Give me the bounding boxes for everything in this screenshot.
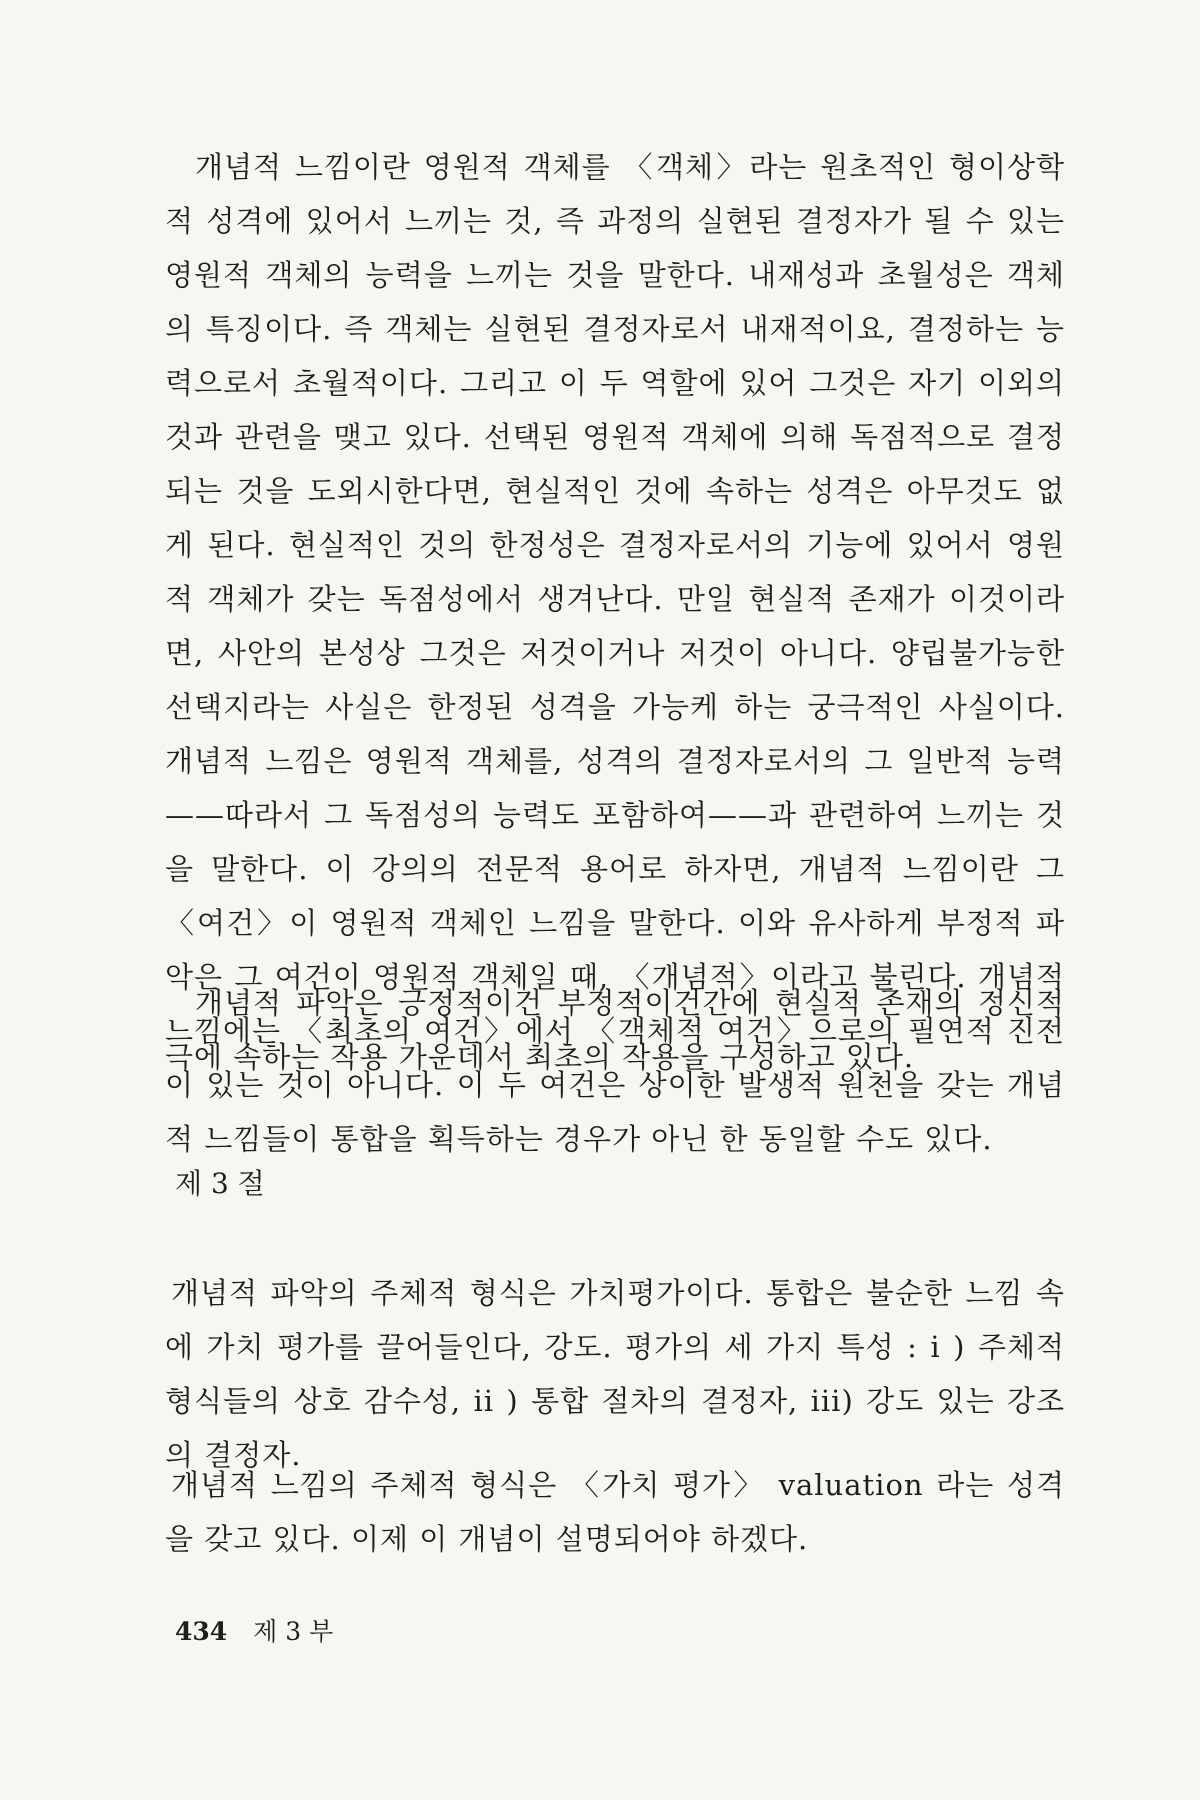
page-footer [175,1612,333,1648]
part-label: 제 3 부 [253,1617,334,1646]
section-heading: 제 3 절 [175,1167,265,1200]
page-number: 434 [175,1617,228,1646]
body-paragraph: 개념적 파악은 긍정적이건 부정적이건간에 현실적 존재의 정신적 극에 속하는 작용 가운데서 최초의 작용을 구성하고 있다. [165,986,1065,1074]
section-paragraph: 개념적 느낌의 주체적 형식은 〈가치 평가〉 valuation 라는 성격을 갖고 있다. 이제 이 개념이 설명되어야 하겠다. [165,1468,1065,1556]
body-paragraph: 개념적 느낌이란 영원적 객체를 〈객체〉라는 원초적인 형이상학적 성격에 있어서 느끼는 것, 즉 과정의 실현된 결정자가 될 수 있는 영원적 객체의 능력을 느끼는 것을 말한다. 내재성과 초월성은 객체의 특징이다. 즉 객체는 실현된 결정자로서 내재적이요, 결정하는 능력으로서 초월적이다. 그리고 이 두 역할에 있어 그것은 자기 이외의 것과 관련을 맺고 있다. 선택된 영원적 객체에 의해 독점적으로 결정되는 것을 도외시한다면, 현실적인 것에 속하는 성격은 아무것도 없게 된다. 현실적인 것의 한정성은 결정자로서의 기능에 있어서 영원적 객체가 갖는 독점성에서 생겨난다. 만일 현실적 존재가 이것이라면, 사안의 본성상 그것은 저것이거나 저것이 아니다. 양립불가능한 선택지라는 사실은 한정된 성격을 가능케 하는 궁극적인 사실이다. 개념적 느낌은 영원적 객체를, 성격의 결정자로서의 그 일반적 능력——따라서 그 독점성의 능력도 포함하여——과 관련하여 느끼는 것을 말한다. 이 강의의 전문적 용어로 하자면, 개념적 느낌이란 그 〈여건〉이 영원적 객체인 느낌을 말한다. 이와 유사하게 부정적 파악은 그 여건이 영원적 객체일 때, 〈개념적〉이라고 불린다. 개념적 느낌에는 〈최초의 여건〉에서 〈객체적 여건〉으로의 필연적 진전이 있는 것이 아니다. 이 두 여건은 상이한 발생적 원천을 갖는 개념적 느낌들이 통합을 획득하는 경우가 아닌 한 동일할 수도 있다. [165,150,1065,1156]
section-paragraph: 개념적 파악의 주체적 형식은 가치평가이다. 통합은 불순한 느낌 속에 가치 평가를 끌어들인다, 강도. 평가의 세 가지 특성 : i ) 주체적 형식들의 상호 감수성, ii ) 통합 절차의 결정자, iii) 강도 있는 강조의 결정자. [165,1276,1065,1472]
